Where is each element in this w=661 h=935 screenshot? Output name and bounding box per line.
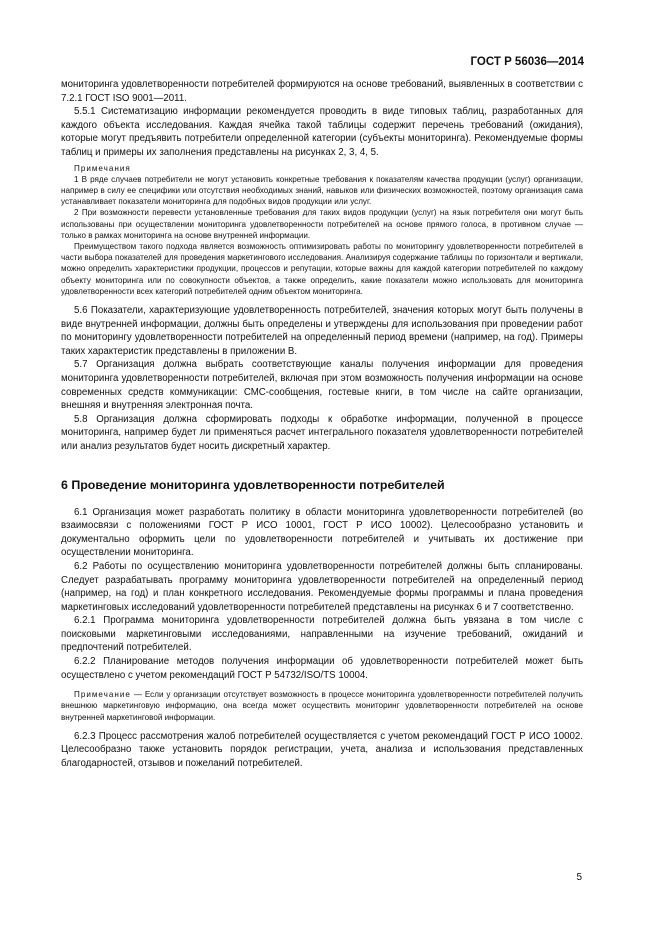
paragraph-5-6: 5.6 Показатели, характеризующие удовлетворенность потребителей, значения которых могут быть получены в виде внутренней информации, должны быть определены и утверждены для использования при проведении работ по мониторингу удовлетворенности потребителей на определенный период времени (например, на год). Примеры таких характеристик представлены в приложении В. bbox=[61, 305, 583, 357]
paragraph-5-8: 5.8 Организация должна сформировать подходы к обработке информации, полученной в процессе мониторинга, например будет ли применяться расчет интегрального показателя удовлетворенности потребителей или анализ результатов будет носить дискретный характер. bbox=[61, 413, 583, 452]
standard-header: ГОСТ Р 56036—2014 bbox=[470, 56, 584, 68]
paragraph-5-5-1: 5.5.1 Систематизацию информации рекомендуется проводить в виде типовых таблиц, разработанных для каждого объекта исследования. Каждая ячейка такой таблицы содержит перечень требований (ожидания), которые могут предъявить потребители определенной категории (субъекты мониторинга). Рекомендуемые формы таблиц и примеры их заполнения представлены на рисунках 2, 3, 4, 5. bbox=[61, 106, 583, 158]
paragraph-continuation: мониторинга удовлетворенности потребителей формируются на основе требований, выявленных в соответствии с 7.2.1 ГОСТ ISO 9001—2011. bbox=[61, 79, 583, 104]
note-2: 2 При возможности перевести установленные требования для таких видов продукции (услуг) на язык потребителя они могут быть использованы при осуществлении мониторинга удовлетворенности потребителей на основе прямого голоса, в противном случае — только в рамках мониторинга на основе внутренней информации. bbox=[61, 208, 583, 240]
paragraph-6-2-3: 6.2.3 Процесс рассмотрения жалоб потребителей осуществляется с учетом рекомендаций ГОСТ Р ИСО 10002. Целесообразно также установить порядок регистрации, учета, анализа и использования представленных благодарностей, отзывов и пожеланий потребителей. bbox=[61, 730, 583, 770]
note-text: — Если у организации отсутствует возможность в процессе мониторинга удовлетворенности потребителей получить внешнюю маркетинговую информацию, она всегда может осуществить мониторинг удовлетворенности потребителей на основе внутренней маркетинговой информации. bbox=[61, 690, 583, 722]
paragraph-6-2-2: 6.2.2 Планирование методов получения информации об удовлетворенности потребителей может быть осуществлено с учетом рекомендаций ГОСТ Р 54732/ISO/TS 10004. bbox=[61, 656, 583, 681]
paragraph-6-2: 6.2 Работы по осуществлению мониторинга удовлетворенности потребителей должны быть спланированы. Следует разрабатывать программу мониторинга удовлетворенности потребителей на определенный период (например, на год) и план конкретного исследования. Рекомендуемые формы программы и плана проведения маркетинговых исследований удовлетворенности потребителей представлены на рисунках 6 и 7 соответственно. bbox=[61, 560, 583, 613]
page-number: 5 bbox=[576, 872, 582, 883]
note-label: Примечание bbox=[74, 690, 131, 700]
note-6-2-2 bbox=[61, 689, 583, 723]
paragraph-5-7: 5.7 Организация должна выбрать соответствующие каналы получения информации для проведения мониторинга удовлетворенности потребителей, включая при этом возможность получения информации на основе современных средств коммуникации: СМС-сообщения, гостевые книги, в том числе на сайте организации, внешняя и внутренняя электронная почта. bbox=[61, 359, 583, 412]
notes-heading: Примечания bbox=[74, 163, 131, 173]
page-content bbox=[61, 78, 583, 771]
note-3: Преимуществом такого подхода является возможность оптимизировать работы по мониторингу удовлетворенности потребителей в части выбора показателей для проведения маркетингового исследования. Анализируя содержание таблицы по горизонтали и вертикали, можно определить характеристики продукции, процессов и репутации, которые важны для каждой категории потребителей по каждому объекту мониторинга или по совокупности объектов, а также определить, какие показатели можно использовать для мониторинга удовлетворенности всех категорий потребителей одним объектом мониторинга. bbox=[61, 241, 583, 296]
paragraph-6-2-1: 6.2.1 Программа мониторинга удовлетворенности потребителей должна быть увязана в том числе с поисковыми маркетинговыми исследованиями, направленными на изучение требований, ожиданий и предпочтений потребителей. bbox=[61, 615, 583, 654]
paragraph-6-1: 6.1 Организация может разработать политику в области мониторинга удовлетворенности потребителей (во взаимосвязи с положениями ГОСТ Р ИСО 10001, ГОСТ Р ИСО 10002). Целесообразно установить и документально оформить цели по удовлетворенности потребителей и учитывать их достижение при осуществлении мониторинга. bbox=[61, 506, 583, 559]
section-6-heading: 6 Проведение мониторинга удовлетворенности потребителей bbox=[61, 477, 445, 492]
note-1: 1 В ряде случаев потребители не могут установить конкретные требования к показателям качества продукции (услуг) организации, например в силу ее специфики или отсутствия необходимых знаний, навыков или физических возможностей, поэтому организация сама устанавливает показатели мониторинга для подобных видов продукции или услуг. bbox=[61, 174, 583, 207]
